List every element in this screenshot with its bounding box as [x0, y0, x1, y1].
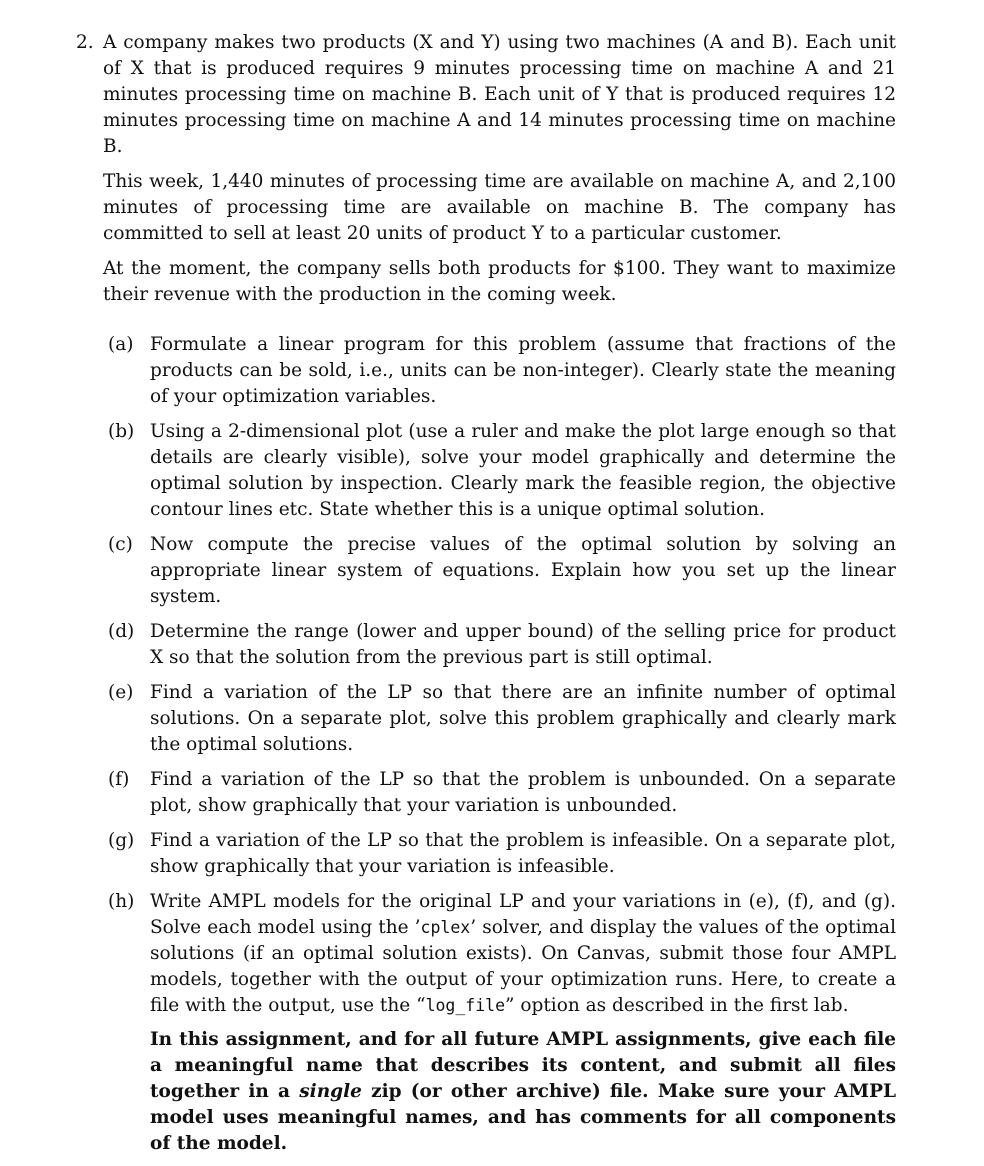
part-e	[108, 680, 896, 758]
problem-2	[76, 30, 896, 1166]
parts-list	[108, 332, 896, 1157]
part-a	[108, 332, 896, 410]
part-text: Using a 2-dimensional plot (use a ruler and make the plot large enough so that details are clearly visible), solve your model graphically and determine the optimal solution by inspection. Clearly mark the feasible region, the objective contour lines etc. State whether this is a unique optimal solution.	[150, 421, 896, 520]
log-file-code: log_file	[425, 996, 506, 1015]
part-g	[108, 828, 896, 880]
part-text: Find a variation of the LP so that there are an infinite number of optimal solutions. On a separate plot, solve this problem graphically and clearly mark the optimal solutions.	[150, 682, 896, 755]
part-text: Determine the range (lower and upper bound) of the selling price for product X so that the solution from the previous part is still optimal.	[150, 621, 896, 668]
problem-intro: A company makes two products (X and Y) using two machines (A and B). Each unit of X that is produced requires 9 minutes processing time on machine A and 21 minutes processing time on machine B. Each unit of Y that is produced requires 12 minutes processing time on machine A and 14 minutes processing time on machine B.	[103, 32, 896, 157]
part-f	[108, 767, 896, 819]
part-label: (c)	[108, 534, 133, 555]
objective-paragraph: At the moment, the company sells both products for $100. They want to maximize their revenue with the production in the coming week.	[103, 258, 896, 305]
note-text-2: zip (or other archive) file. Make sure your AMPL model uses meaningful names, and has comments for all components of the model.	[150, 1081, 896, 1154]
cplex-code: cplex	[420, 918, 471, 937]
note-text-1: In this assignment, and for all future AMPL assignments, give each file a meaningful name that describes its content, and submit all files together in a	[150, 1029, 896, 1102]
part-text: Find a variation of the LP so that the problem is infeasible. On a separate plot, show graphically that your variation is infeasible.	[150, 830, 896, 877]
part-text: Formulate a linear program for this problem (assume that fractions of the products can be sold, i.e., units can be non-integer). Clearly state the meaning of your optimization variables.	[150, 334, 896, 407]
part-text: Now compute the precise values of the optimal solution by solving an appropriate linear system of equations. Explain how you set up the linear system.	[150, 534, 896, 607]
part-text: Find a variation of the LP so that the problem is unbounded. On a separate plot, show graphically that your variation is unbounded.	[150, 769, 896, 816]
part-h	[108, 889, 896, 1157]
part-label: (h)	[108, 891, 135, 912]
part-label: (g)	[108, 830, 135, 851]
problem-header	[76, 30, 896, 160]
problem-number: 2.	[76, 32, 94, 53]
part-label: (a)	[108, 334, 134, 355]
part-label: (d)	[108, 621, 135, 642]
availability-paragraph: This week, 1,440 minutes of processing time are available on machine A, and 2,100 minutes of processing time are available on machine B. The company has committed to sell at least 20 units of product Y to a particular customer.	[103, 171, 896, 244]
part-label: (f)	[108, 769, 130, 790]
part-h-text-1: Write AMPL models for the original LP and your variations in (e), (f), and (g). Solve each model using the ’	[150, 891, 896, 938]
part-d	[108, 619, 896, 671]
part-c	[108, 532, 896, 610]
part-label: (b)	[108, 421, 135, 442]
note-emphasis: single	[299, 1081, 362, 1102]
part-h-text-2: ’ solver, and display the values of the optimal solutions (if an optimal solution exists). On Canvas, submit those four AMPL models, together with the output of your optimization runs. Here, to create a file with the output, use the “	[150, 917, 896, 1016]
part-text	[150, 889, 896, 1157]
submission-note	[150, 1027, 896, 1157]
part-h-text-3: ” option as described in the first lab.	[505, 995, 849, 1016]
part-label: (e)	[108, 682, 134, 703]
part-b	[108, 419, 896, 523]
